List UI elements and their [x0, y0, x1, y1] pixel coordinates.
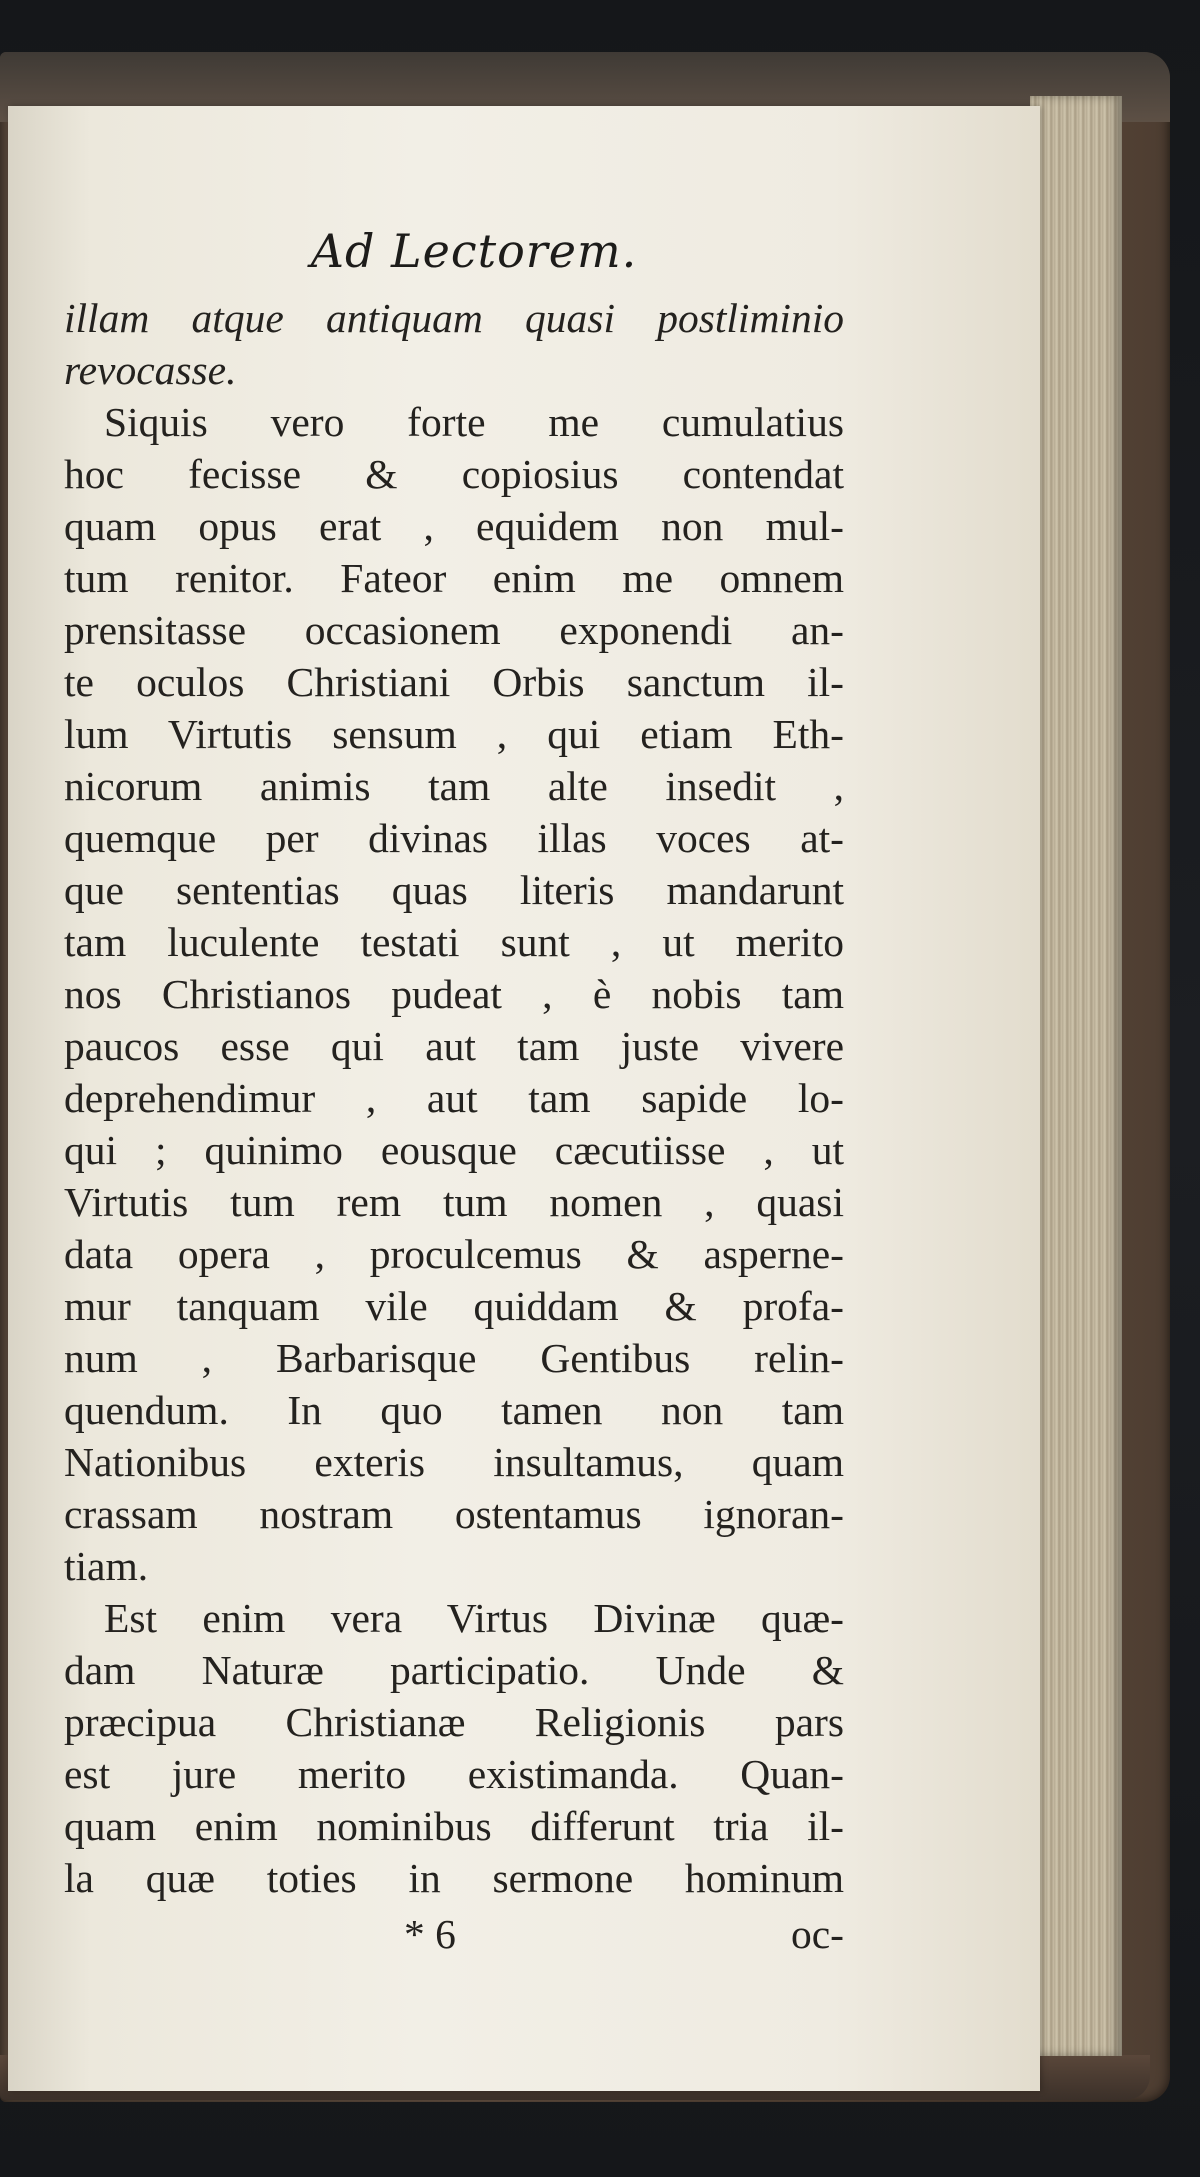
text-line: tum renitor. Fateor enim me omnem — [64, 555, 844, 601]
text-line: quemque per divinas illas voces at- — [64, 815, 844, 861]
page-edges — [1030, 96, 1122, 2056]
text-line: Nationibus exteris insultamus, quam — [64, 1439, 844, 1485]
catchword: oc- — [791, 1911, 844, 1957]
text-line: te oculos Christiani Orbis sanctum il- — [64, 659, 844, 705]
text-line: num , Barbarisque Gentibus relin- — [64, 1335, 844, 1381]
text-line: revocasse. — [64, 347, 237, 393]
text-line: crassam nostram ostentamus ignoran- — [64, 1491, 844, 1537]
page-footer — [64, 1908, 844, 1960]
text-line: quam opus erat , equidem non mul- — [64, 503, 844, 549]
text-line: nicorum animis tam alte insedit , — [64, 763, 844, 809]
text-line: mur tanquam vile quiddam & profa- — [64, 1283, 844, 1329]
text-line: la quæ toties in sermone hominum — [64, 1855, 844, 1901]
text-line: lum Virtutis sensum , qui etiam Eth- — [64, 711, 844, 757]
text-line: illam atque antiquam quasi postliminio — [64, 295, 844, 341]
text-line: dam Naturæ participatio. Unde & — [64, 1647, 844, 1693]
text-line: Est enim vera Virtus Divinæ quæ- — [104, 1595, 844, 1641]
text-line: quam enim nominibus differunt tria il- — [64, 1803, 844, 1849]
text-line: prensitasse occasionem exponendi an- — [64, 607, 844, 653]
text-line: paucos esse qui aut tam juste vivere — [64, 1023, 844, 1069]
text-line: est jure merito existimanda. Quan- — [64, 1751, 844, 1797]
text-line: deprehendimur , aut tam sapide lo- — [64, 1075, 844, 1121]
text-line: præcipua Christianæ Religionis pars — [64, 1699, 844, 1745]
body-text — [64, 292, 844, 1904]
signature-mark: * 6 — [404, 1911, 456, 1957]
text-line: qui ; quinimo eousque cæcutiisse , ut — [64, 1127, 844, 1173]
text-line: nos Christianos pudeat , è nobis tam — [64, 971, 844, 1017]
page-text-block — [64, 224, 844, 1960]
text-line: Virtutis tum rem tum nomen , quasi — [64, 1179, 844, 1225]
book-page — [8, 106, 1040, 2091]
text-line: tam luculente testati sunt , ut merito — [64, 919, 844, 965]
text-line: Siquis vero forte me cumulatius — [104, 399, 844, 445]
text-line: data opera , proculcemus & asperne- — [64, 1231, 844, 1277]
text-line: hoc fecisse & copiosius contendat — [64, 451, 844, 497]
running-head: Ad Lectorem. — [310, 224, 638, 278]
text-line: quendum. In quo tamen non tam — [64, 1387, 844, 1433]
text-line: que sententias quas literis mandarunt — [64, 867, 844, 913]
text-line: tiam. — [64, 1543, 149, 1589]
